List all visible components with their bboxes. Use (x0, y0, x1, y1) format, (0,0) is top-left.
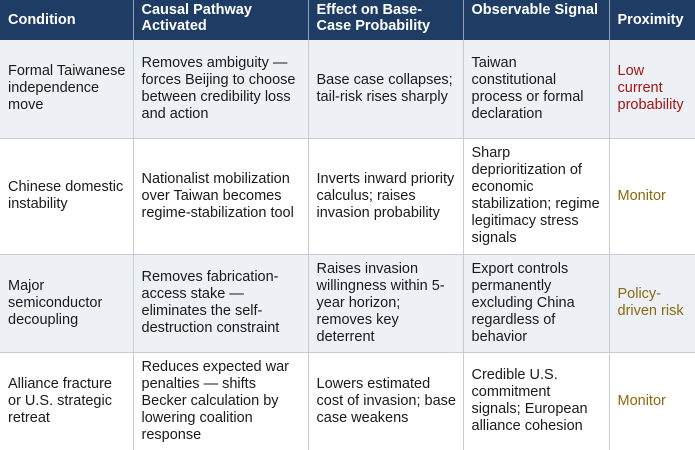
header-proximity: Proximity (609, 0, 695, 40)
header-condition: Condition (0, 0, 133, 40)
header-observable-signal: Observable Signal (463, 0, 609, 40)
cell-effect: Raises invasion willingness within 5-year horizon; removes key deterrent (308, 254, 463, 352)
cell-condition: Chinese domestic instability (0, 138, 133, 254)
header-row (0, 0, 695, 40)
cell-condition: Alliance fracture or U.S. strategic retreat (0, 352, 133, 450)
cell-effect: Lowers estimated cost of invasion; base case weakens (308, 352, 463, 450)
cell-pathway: Removes fabrication-access stake — eliminates the self-destruction constraint (133, 254, 308, 352)
cell-condition: Major semiconductor decoupling (0, 254, 133, 352)
cell-proximity: Low current probability (609, 40, 695, 138)
cell-signal: Sharp deprioritization of economic stabilization; regime legitimacy stress signals (463, 138, 609, 254)
cell-signal: Credible U.S. commitment signals; European alliance cohesion (463, 352, 609, 450)
header-causal-pathway: Causal Pathway Activated (133, 0, 308, 40)
cell-condition: Formal Taiwanese independence move (0, 40, 133, 138)
cell-signal: Taiwan constitutional process or formal declaration (463, 40, 609, 138)
cell-pathway: Removes ambiguity — forces Beijing to choose between credibility loss and action (133, 40, 308, 138)
table-row (0, 138, 695, 254)
table-row (0, 254, 695, 352)
cell-effect: Inverts inward priority calculus; raises invasion probability (308, 138, 463, 254)
cell-proximity: Policy-driven risk (609, 254, 695, 352)
header-effect: Effect on Base-Case Probability (308, 0, 463, 40)
cell-proximity: Monitor (609, 352, 695, 450)
table-row (0, 40, 695, 138)
cell-effect: Base case collapses; tail-risk rises sharply (308, 40, 463, 138)
cell-proximity: Monitor (609, 138, 695, 254)
cell-pathway: Reduces expected war penalties — shifts Becker calculation by lowering coalition response (133, 352, 308, 450)
cell-pathway: Nationalist mobilization over Taiwan becomes regime-stabilization tool (133, 138, 308, 254)
table-row (0, 352, 695, 450)
cell-signal: Export controls permanently excluding China regardless of behavior (463, 254, 609, 352)
